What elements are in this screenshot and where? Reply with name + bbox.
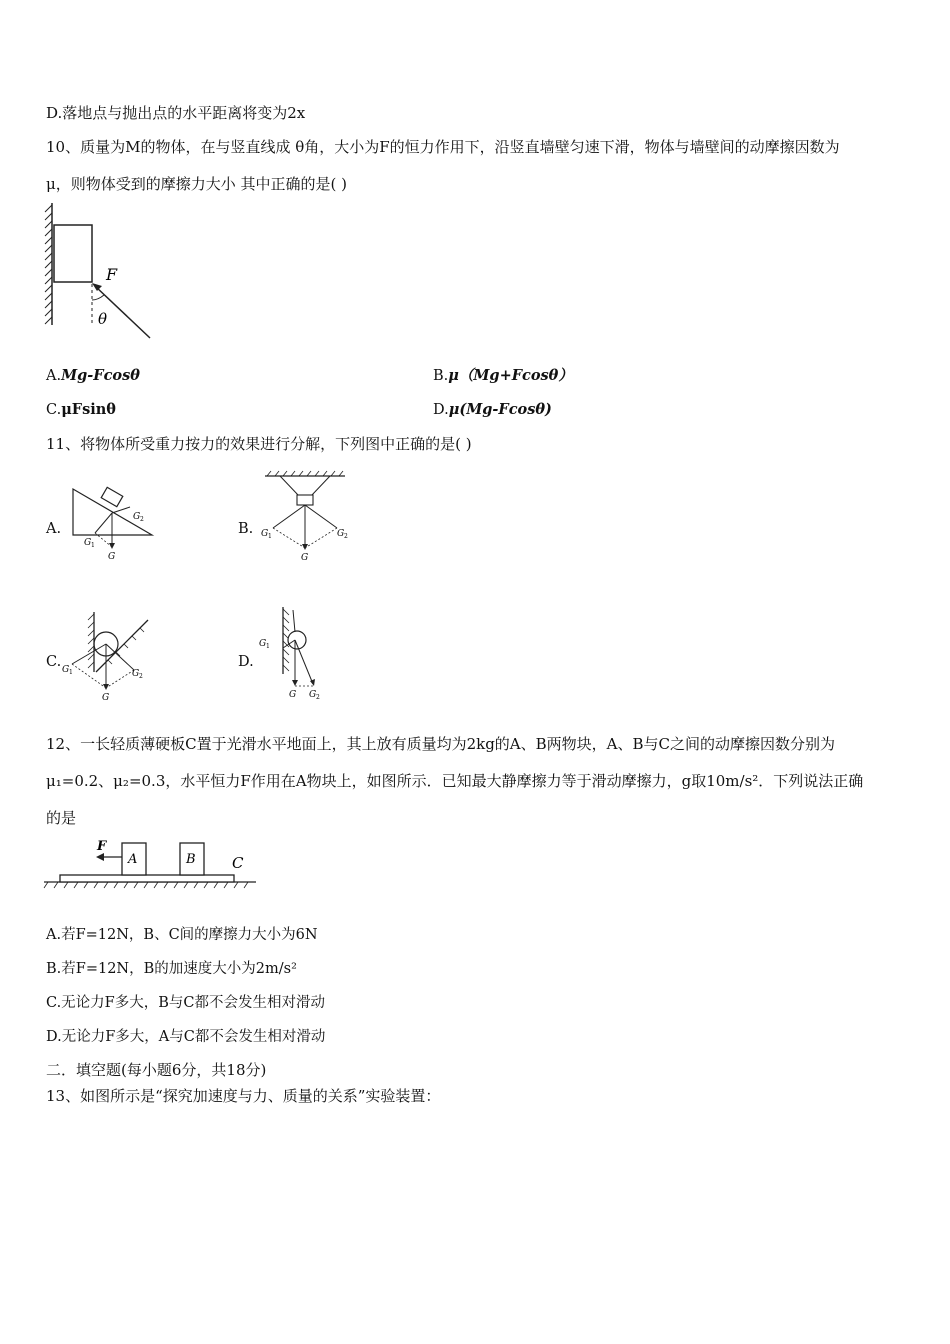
q11-stem: 11、将物体所受重力按力的效果进行分解，下列图中正确的是( ) <box>46 435 472 453</box>
q10-figure-wall-block <box>40 200 160 345</box>
q10-option-d: D.μ(Mg-Fcosθ) <box>433 401 552 418</box>
q9-option-d: D.落地点与抛出点的水平距离将变为2x <box>46 104 306 122</box>
q11b-g-label: G <box>301 553 309 563</box>
svg-text:1: 1 <box>268 533 272 540</box>
q11-figure-d-ball-wall <box>255 604 345 704</box>
svg-text:2: 2 <box>139 673 143 680</box>
q12-board-c-label: C <box>232 854 244 872</box>
q11b-g1-label: G <box>261 529 269 539</box>
q12-option-b: B.若F=12N，B的加速度大小为2m/s² <box>46 961 297 977</box>
q10-option-a: A.Mg-Fcosθ <box>46 367 140 384</box>
q11-figure-b-hanging <box>255 470 355 565</box>
q12-option-c: C.无论力F多大，B与C都不会发生相对滑动 <box>46 995 325 1011</box>
q11d-g2-label: G <box>309 690 317 700</box>
q11-option-d-label: D. <box>238 654 254 670</box>
q11a-g1-label: G <box>84 538 92 548</box>
q11-option-b-label: B. <box>238 521 254 537</box>
q10-option-b: B.μ（Mg+Fcosθ） <box>433 367 573 384</box>
q11a-g2-label: G <box>133 512 141 522</box>
q11c-g-label: G <box>102 693 110 703</box>
svg-text:2: 2 <box>316 694 320 701</box>
svg-text:2: 2 <box>140 516 144 523</box>
q10-stem-line1: 10、质量为M的物体，在与竖直线成 θ角，大小为F的恒力作用下，沿竖直墙壁匀速下滑，物体与墙壁间的动摩擦因数为 <box>46 138 840 156</box>
q10-angle-label: θ <box>98 310 108 328</box>
q12-option-d: D.无论力F多大，A与C都不会发生相对滑动 <box>46 1029 326 1045</box>
q12-block-b-label: B <box>186 852 196 867</box>
svg-text:1: 1 <box>266 643 270 650</box>
q12-block-a-label: A <box>128 852 138 867</box>
q11c-g2-label: G <box>132 669 140 679</box>
q11-option-a-label: A. <box>46 521 62 537</box>
q12-stem-line3: 的是 <box>46 809 77 827</box>
q11-option-c-label: C. <box>46 654 62 670</box>
q11b-g2-label: G <box>337 529 345 539</box>
svg-text:2: 2 <box>344 533 348 540</box>
q12-force-label: F <box>97 839 107 854</box>
section2-heading: 二．填空题(每小题6分，共18分) <box>46 1061 267 1079</box>
q11c-g1-label: G <box>62 665 70 675</box>
q11-figure-c-ball-wall-incline <box>60 608 160 703</box>
q13-stem: 13、如图所示是“探究加速度与力、质量的关系”实验装置： <box>46 1087 441 1105</box>
svg-text:1: 1 <box>91 542 95 549</box>
q10-force-label: F <box>106 265 118 284</box>
q12-figure-board-blocks <box>44 838 259 898</box>
q11-figure-a-incline <box>70 485 160 565</box>
q12-option-a: A.若F=12N，B、C间的摩擦力大小为6N <box>46 927 318 943</box>
q12-stem-line2: μ₁=0.2、μ₂=0.3，水平恒力F作用在A物块上，如图所示．已知最大静摩擦力等于滑动摩擦力，g取10m/s²．下列说法正确 <box>46 772 864 790</box>
svg-text:1: 1 <box>69 669 73 676</box>
q10-option-c: C.μFsinθ <box>46 401 116 418</box>
q12-stem-line1: 12、一长轻质薄硬板C置于光滑水平地面上，其上放有质量均为2kg的A、B两物块，A、B与C之间的动摩擦因数分别为 <box>46 735 835 753</box>
q10-stem-line2: μ，则物体受到的摩擦力大小 其中正确的是( ) <box>46 175 347 193</box>
q11d-g1-label: G <box>259 639 267 649</box>
q11d-g-label: G <box>289 690 297 700</box>
q11a-g-label: G <box>108 552 116 562</box>
